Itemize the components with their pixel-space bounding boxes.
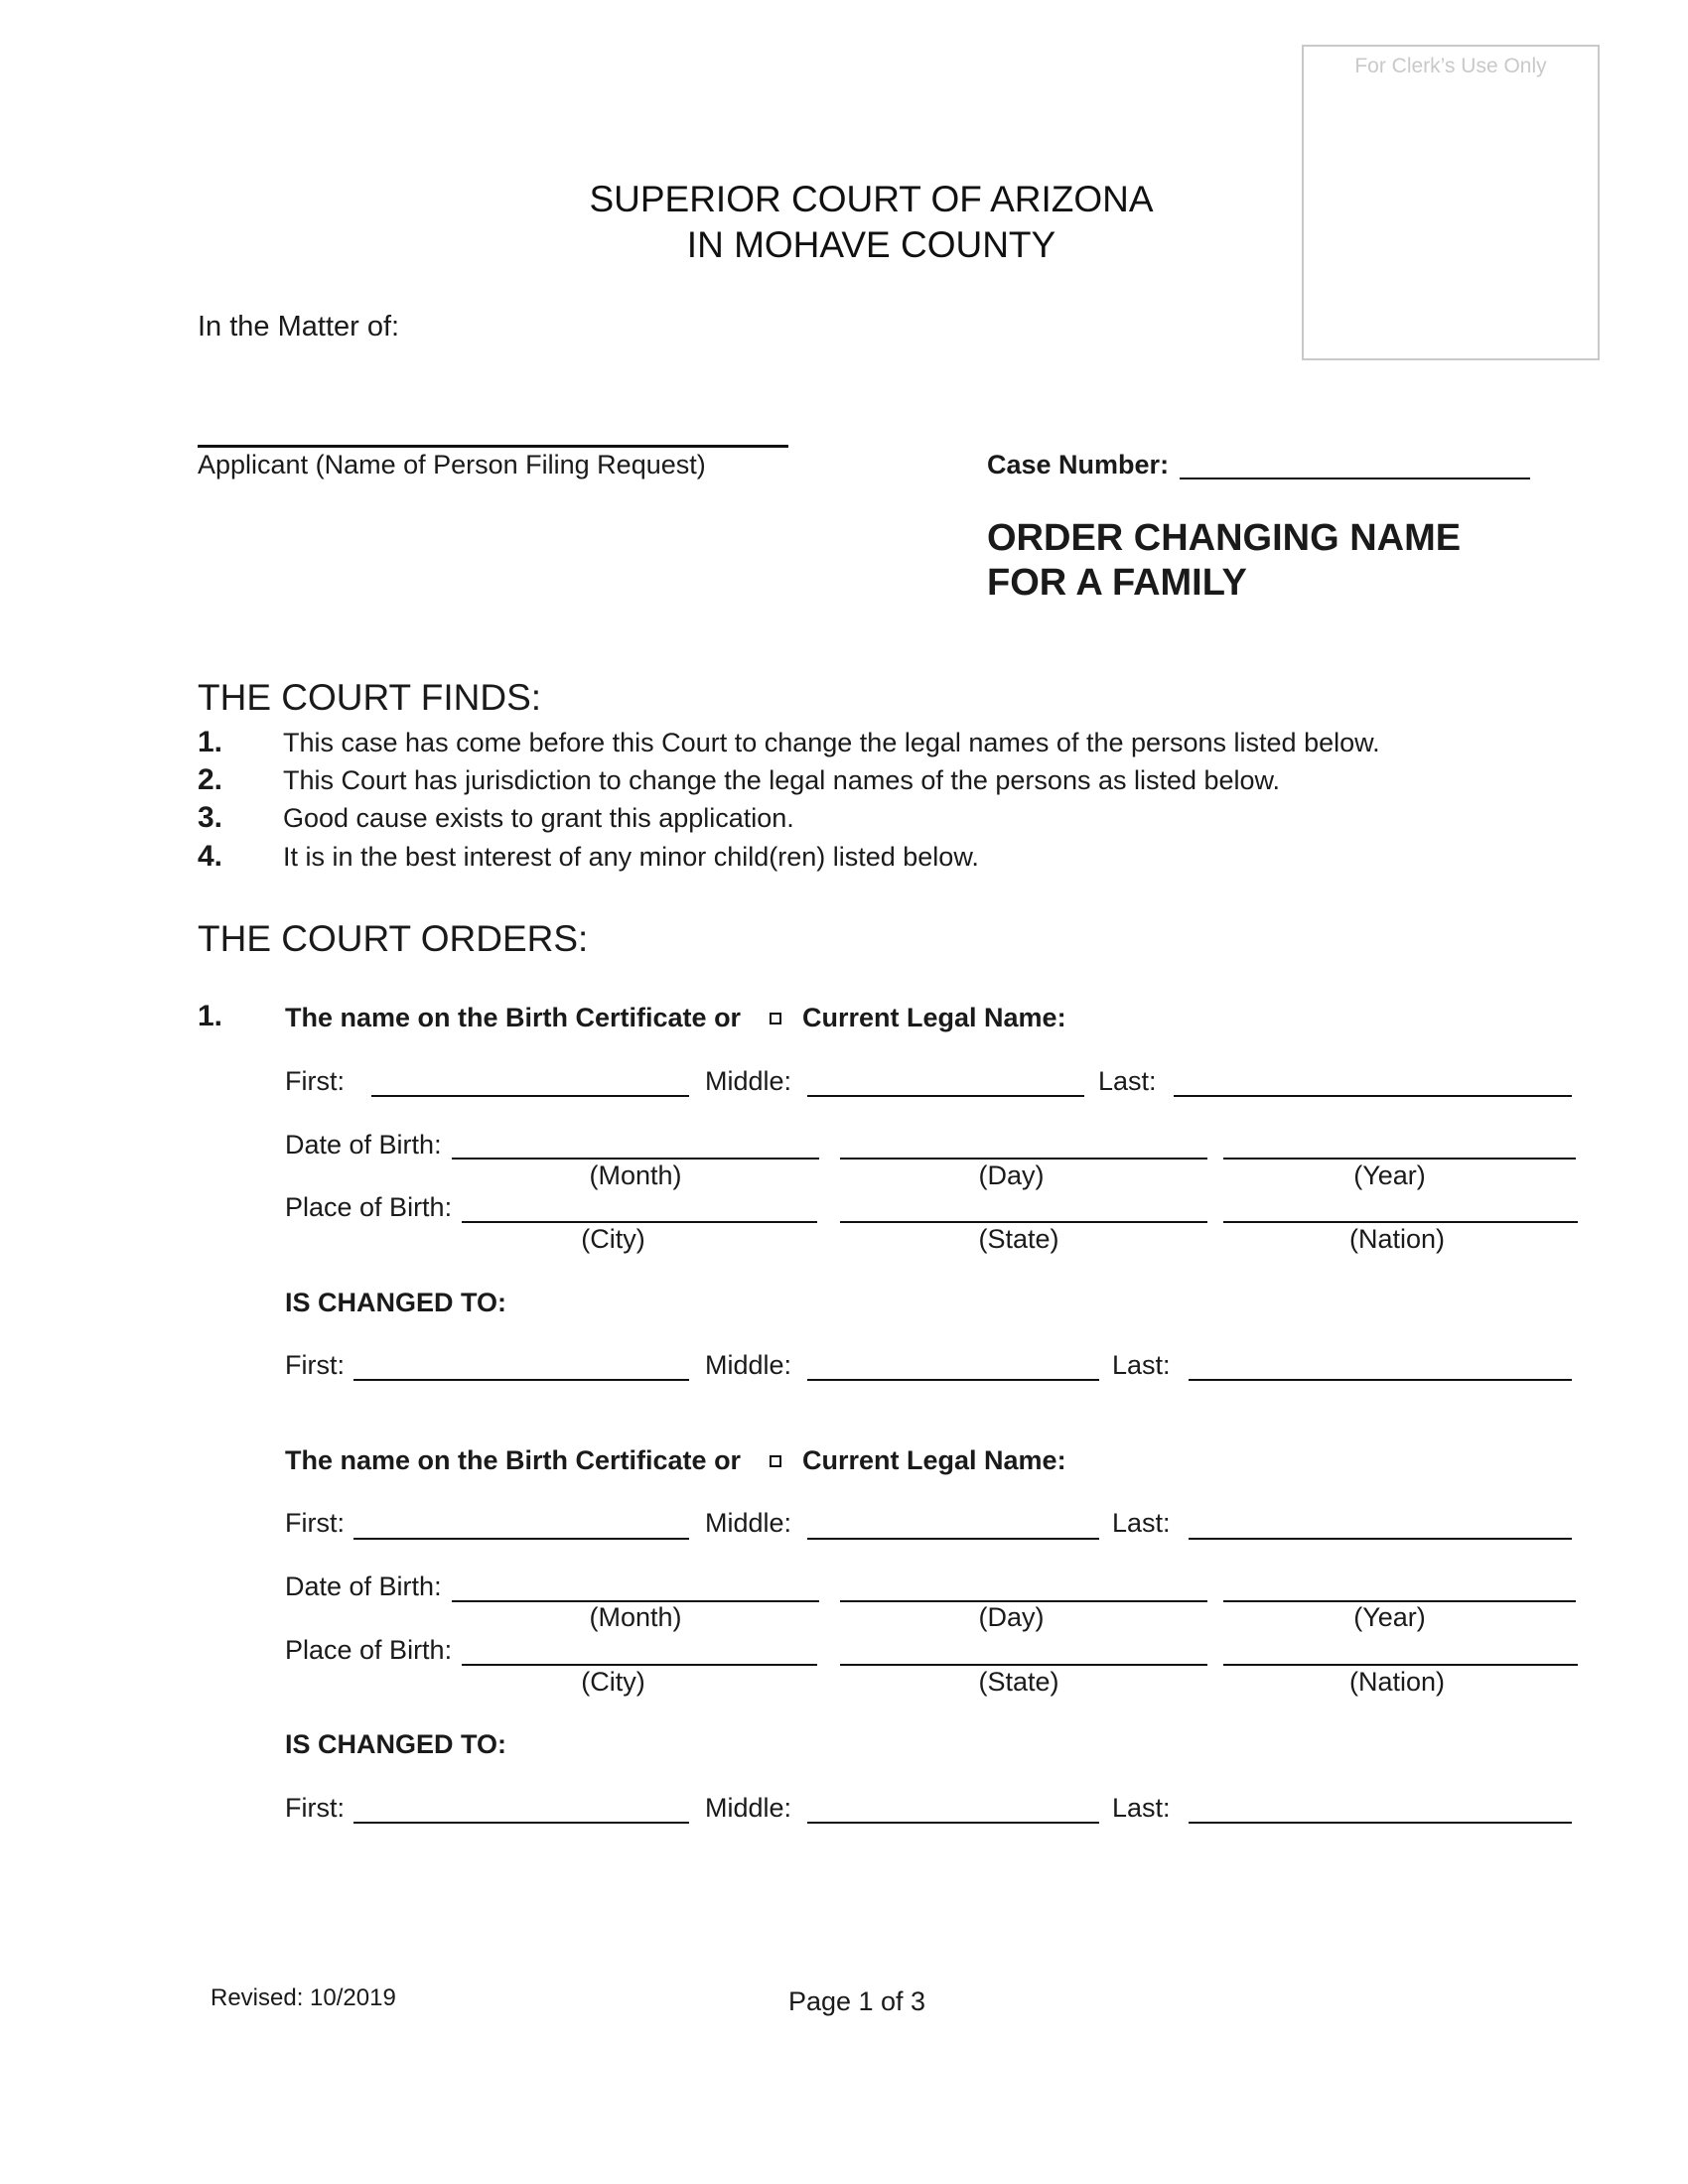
date-of-birth-label: Date of Birth:	[285, 1130, 442, 1160]
current-legal-name-label: Current Legal Name:	[802, 1003, 1066, 1032]
new-last-name-field[interactable]	[1189, 1822, 1572, 1824]
nation-caption: (Nation)	[1348, 1224, 1446, 1254]
city-caption: (City)	[581, 1224, 645, 1254]
month-caption: (Month)	[589, 1602, 682, 1632]
last-name-label: Last:	[1112, 1508, 1171, 1538]
birth-day-field[interactable]	[840, 1158, 1207, 1160]
place-of-birth-label: Place of Birth:	[285, 1635, 453, 1665]
birth-nation-field[interactable]	[1223, 1221, 1578, 1223]
year-caption: (Year)	[1353, 1602, 1426, 1632]
middle-name-label: Middle:	[705, 1508, 792, 1538]
finding-text: This case has come before this Court to change the legal names of the persons listed below.	[283, 728, 1380, 757]
new-middle-name-label: Middle:	[705, 1793, 792, 1823]
current-legal-name-label: Current Legal Name:	[802, 1445, 1066, 1475]
new-last-name-field[interactable]	[1189, 1379, 1572, 1381]
document-title	[987, 516, 1461, 606]
year-caption: (Year)	[1353, 1160, 1426, 1190]
finding-text: This Court has jurisdiction to change the legal names of the persons as listed below.	[283, 765, 1281, 795]
document-title-line1: ORDER CHANGING NAME	[987, 517, 1462, 559]
birth-state-field[interactable]	[840, 1664, 1207, 1666]
new-middle-name-label: Middle:	[705, 1350, 792, 1380]
court-title	[0, 177, 1688, 268]
applicant-label: Applicant (Name of Person Filing Request)	[198, 450, 706, 479]
day-caption: (Day)	[978, 1160, 1045, 1190]
birth-state-field[interactable]	[840, 1221, 1207, 1223]
first-name-field[interactable]	[353, 1538, 689, 1540]
finding-text: It is in the best interest of any minor child(ren) listed below.	[283, 842, 979, 872]
new-last-name-label: Last:	[1112, 1793, 1171, 1823]
clerk-use-label: For Clerk’s Use Only	[1354, 55, 1547, 77]
birth-month-field[interactable]	[452, 1158, 819, 1160]
finding-number: 4.	[198, 840, 223, 873]
is-changed-to-label: IS CHANGED TO:	[285, 1729, 507, 1759]
current-legal-name-checkbox[interactable]	[770, 1013, 781, 1024]
applicant-name-field[interactable]	[198, 445, 788, 448]
city-caption: (City)	[581, 1667, 645, 1697]
last-name-field[interactable]	[1189, 1538, 1572, 1540]
new-middle-name-field[interactable]	[807, 1379, 1099, 1381]
case-number-field[interactable]	[1180, 478, 1530, 479]
birth-year-field[interactable]	[1223, 1158, 1576, 1160]
is-changed-to-label: IS CHANGED TO:	[285, 1288, 507, 1317]
nation-caption: (Nation)	[1348, 1667, 1446, 1697]
finding-number: 1.	[198, 726, 223, 758]
new-first-name-label: First:	[285, 1350, 345, 1380]
first-name-label: First:	[285, 1508, 345, 1538]
court-title-line2: IN MOHAVE COUNTY	[686, 224, 1056, 265]
birth-certificate-label: The name on the Birth Certificate or	[285, 1445, 742, 1475]
page-number: Page 1 of 3	[787, 1986, 926, 2016]
birth-city-field[interactable]	[462, 1221, 817, 1223]
day-caption: (Day)	[978, 1602, 1045, 1632]
current-legal-name-checkbox[interactable]	[770, 1455, 781, 1467]
revision-date: Revised: 10/2019	[211, 1984, 396, 2011]
case-number-label: Case Number:	[987, 450, 1170, 479]
court-title-line1: SUPERIOR COURT OF ARIZONA	[589, 179, 1154, 219]
new-last-name-label: Last:	[1112, 1350, 1171, 1380]
date-of-birth-label: Date of Birth:	[285, 1571, 442, 1601]
month-caption: (Month)	[589, 1160, 682, 1190]
middle-name-label: Middle:	[705, 1066, 792, 1096]
new-first-name-field[interactable]	[353, 1822, 689, 1824]
state-caption: (State)	[978, 1224, 1059, 1254]
new-first-name-label: First:	[285, 1793, 345, 1823]
order-number: 1.	[198, 1000, 223, 1032]
birth-city-field[interactable]	[462, 1664, 817, 1666]
birth-nation-field[interactable]	[1223, 1664, 1578, 1666]
middle-name-field[interactable]	[807, 1538, 1099, 1540]
matter-label: In the Matter of:	[198, 311, 400, 342]
finding-text: Good cause exists to grant this application.	[283, 803, 794, 833]
finding-number: 3.	[198, 801, 223, 834]
new-middle-name-field[interactable]	[807, 1822, 1099, 1824]
place-of-birth-label: Place of Birth:	[285, 1192, 453, 1222]
first-name-field[interactable]	[371, 1095, 689, 1097]
middle-name-field[interactable]	[807, 1095, 1084, 1097]
state-caption: (State)	[978, 1667, 1059, 1697]
document-title-line2: FOR A FAMILY	[987, 562, 1247, 604]
finding-number: 2.	[198, 763, 223, 796]
new-first-name-field[interactable]	[353, 1379, 689, 1381]
findings-heading: THE COURT FINDS:	[198, 677, 542, 718]
first-name-label: First:	[285, 1066, 345, 1096]
last-name-field[interactable]	[1174, 1095, 1572, 1097]
orders-heading: THE COURT ORDERS:	[198, 918, 589, 959]
last-name-label: Last:	[1098, 1066, 1157, 1096]
birth-certificate-label: The name on the Birth Certificate or	[285, 1003, 742, 1032]
